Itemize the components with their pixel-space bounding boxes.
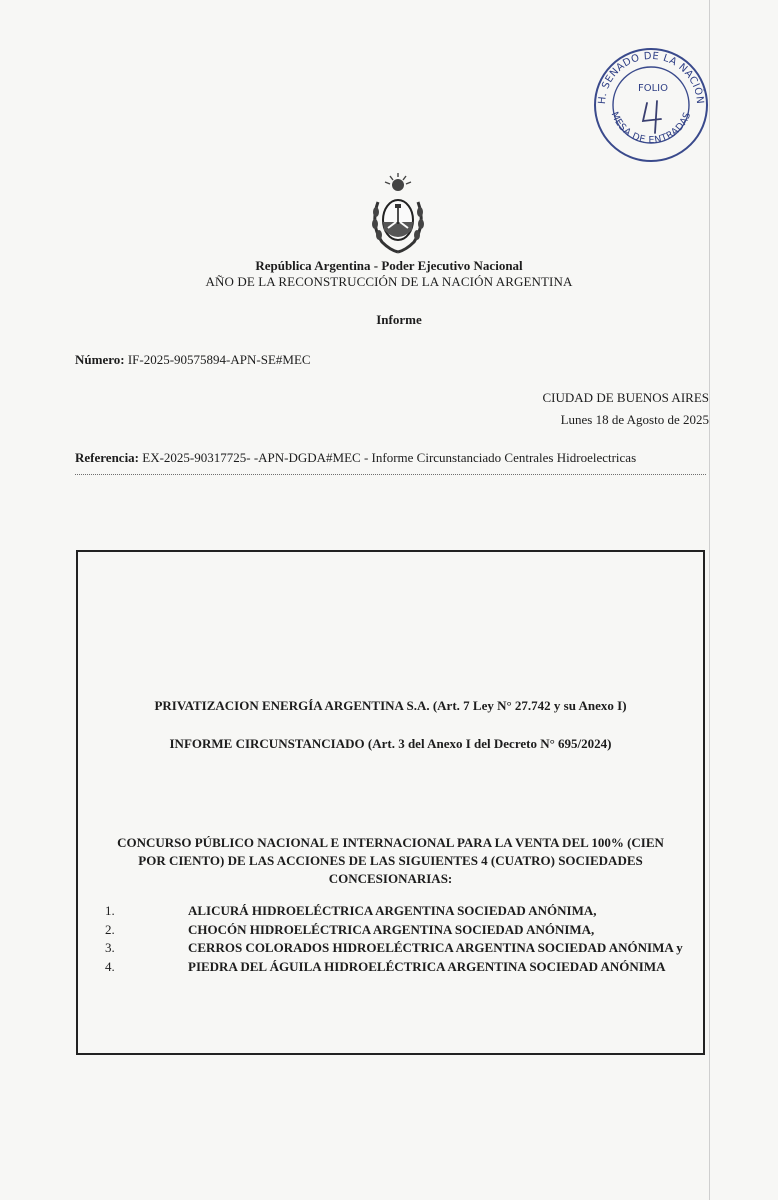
argentina-coat-of-arms — [368, 172, 428, 254]
list-item — [78, 940, 703, 959]
companies-list — [78, 903, 703, 977]
list-item-text: PIEDRA DEL ÁGUILA HIDROELÉCTRICA ARGENTINA SOCIEDAD ANÓNIMA — [188, 958, 666, 974]
title-privatization: PRIVATIZACION ENERGÍA ARGENTINA S.A. (Art. 7 Ley N° 27.742 y su Anexo I) — [154, 698, 627, 713]
title-informe-circunstanciado: INFORME CIRCUNSTANCIADO (Art. 3 del Anexo I del Decreto N° 695/2024) — [169, 736, 612, 751]
list-item-number: 3. — [105, 940, 115, 955]
list-item-text: CERROS COLORADOS HIDROELÉCTRICA ARGENTINA SOCIEDAD ANÓNIMA y — [188, 940, 683, 955]
referencia-label: Referencia: — [75, 450, 140, 465]
reference-divider — [75, 474, 706, 475]
document-number — [75, 352, 311, 368]
list-item-number: 1. — [105, 903, 115, 918]
document-type: Informe — [376, 312, 422, 327]
list-item-text: ALICURÁ HIDROELÉCTRICA ARGENTINA SOCIEDAD ANÓNIMA, — [188, 903, 597, 918]
title-box — [76, 550, 705, 1055]
svg-text:H. SENADO DE LA NACIÓN: H. SENADO DE LA NACIÓN — [596, 50, 706, 105]
concurso-heading — [78, 834, 703, 888]
year-motto: AÑO DE LA RECONSTRUCCIÓN DE LA NACIÓN ARGENTINA — [205, 274, 573, 289]
svg-text:FOLIO: FOLIO — [637, 83, 669, 94]
institution-heading: República Argentina - Poder Ejecutivo Nacional — [255, 258, 523, 273]
document-reference — [75, 450, 636, 466]
svg-text:MESA DE ENTRADAS: MESA DE ENTRADAS — [608, 110, 694, 147]
list-item — [78, 959, 703, 978]
concurso-line: CONCESIONARIAS: — [328, 871, 453, 886]
referencia-value: EX-2025-90317725- -APN-DGDA#MEC - Informe Circunstanciado Centrales Hidroelectricas — [142, 450, 637, 465]
list-item — [78, 922, 703, 941]
stamp-seal-graphic — [591, 45, 711, 165]
concurso-line: POR CIENTO) DE LAS ACCIONES DE LAS SIGUIENTES 4 (CUATRO) SOCIEDADES — [138, 853, 643, 868]
document-city: CIUDAD DE BUENOS AIRES — [542, 390, 709, 405]
numero-value: IF-2025-90575894-APN-SE#MEC — [127, 352, 311, 367]
list-item-number: 4. — [105, 958, 115, 974]
senate-reception-stamp — [591, 45, 711, 165]
numero-label: Número: — [75, 352, 125, 367]
page-fold-line — [709, 0, 710, 1200]
list-item — [78, 903, 703, 922]
list-item-text: CHOCÓN HIDROELÉCTRICA ARGENTINA SOCIEDAD ANÓNIMA, — [188, 921, 595, 937]
list-item-number: 2. — [105, 921, 115, 937]
concurso-line: CONCURSO PÚBLICO NACIONAL E INTERNACIONAL PARA LA VENTA DEL 100% (CIEN — [117, 835, 664, 850]
document-date: Lunes 18 de Agosto de 2025 — [560, 412, 709, 427]
coat-of-arms-icon — [368, 172, 428, 254]
